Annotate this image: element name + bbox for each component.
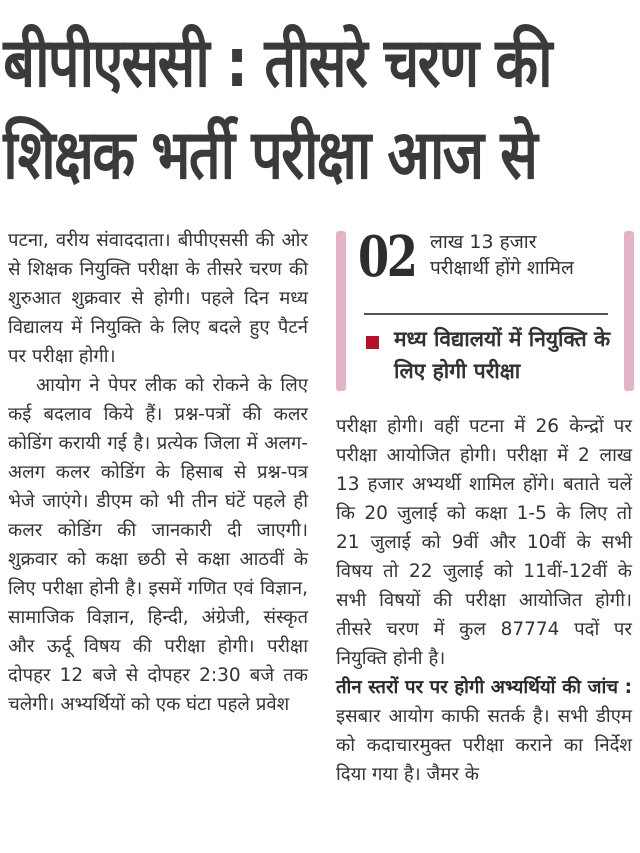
article-paragraph-with-subhead [336,673,632,789]
big-number: 02 [358,224,416,290]
bullet-text: मध्य विद्यालयों में नियुक्ति के लिए होगी परीक्षा [394,327,611,383]
article-right-column [336,412,632,789]
headline [0,18,640,202]
article-paragraph-dateline: पटना, वरीय संवाददाता। बीपीएससी की ओर से शिक्षक नियुक्ति परीक्षा के तीसरे चरण की शुरुआत शुक्रवार से होगी। पहले दिन मध्य विद्यालय में नियुक्ति के लिए बदले हुए पैटर्न पर परीक्षा होगी। [8,230,308,367]
article-left-column [8,226,308,719]
highlight-box [336,225,634,393]
number-caption-line-1: लाख 13 हजार [430,231,537,253]
number-caption-line-2: परीक्षार्थी होंगे शामिल [430,257,574,279]
article-paragraph: परीक्षा होगी। वहीं पटना में 26 केन्द्रों पर परीक्षा आयोजित होगी। परीक्षा में 2 लाख 13 हजार अभ्यर्थी शामिल होंगे। बताते चलें कि 20 जुलाई को कक्षा 1-5 के लिए तो 21 जुलाई को 9वीं और 10वीं के सभी विषय तो 22 जुलाई को 11वीं-12वीं के सभी विषयों की परीक्षा आयोजित होगी। तीसरे चरण में कुल 87774 पदों पर नियुक्ति होनी है। [336,416,632,669]
box-right-bar [624,231,634,391]
box-divider [364,313,608,315]
article-subhead-body: इसबार आयोग काफी सतर्क है। सभी डीएम को कदाचारमुक्त परीक्षा कराने का निर्देश दिया गया है। जैमर के [336,706,632,785]
headline-line-1: बीपीएससी : तीसरे चरण की [3,24,551,103]
article-paragraph: आयोग ने पेपर लीक को रोकने के लिए कई बदलाव किये हैं। प्रश्न-पत्रों की कलर कोडिंग करायी गई है। प्रत्येक जिला में अलग-अलग कलर कोडिंग के हिसाब से प्रश्न-पत्र भेजे जाएंगे। डीएम को भी तीन घंटें पहले ही कलर कोडिंग की जानकारी दी जाएगी। शुक्रवार को कक्षा छठी से कक्षा आठवीं के लिए परीक्षा होनी है। इसमें गणित एवं विज्ञान, सामाजिक विज्ञान, हिन्दी, अंग्रेजी, संस्कृत और ऊर्दू विषय की परीक्षा होगी। परीक्षा दोपहर 12 बजे से दोपहर 2:30 बजे तक चलेगी। अभ्यर्थियों को एक घंटा पहले प्रवेश [8,375,308,715]
article-subhead: तीन स्तरों पर पर होगी अभ्यर्थियों की जांच : [336,677,632,698]
bullet-square-icon [366,336,379,349]
box-left-bar [336,231,346,391]
number-caption [430,229,574,281]
headline-line-2: शिक्षक भर्ती परीक्षा आज से [3,116,537,195]
